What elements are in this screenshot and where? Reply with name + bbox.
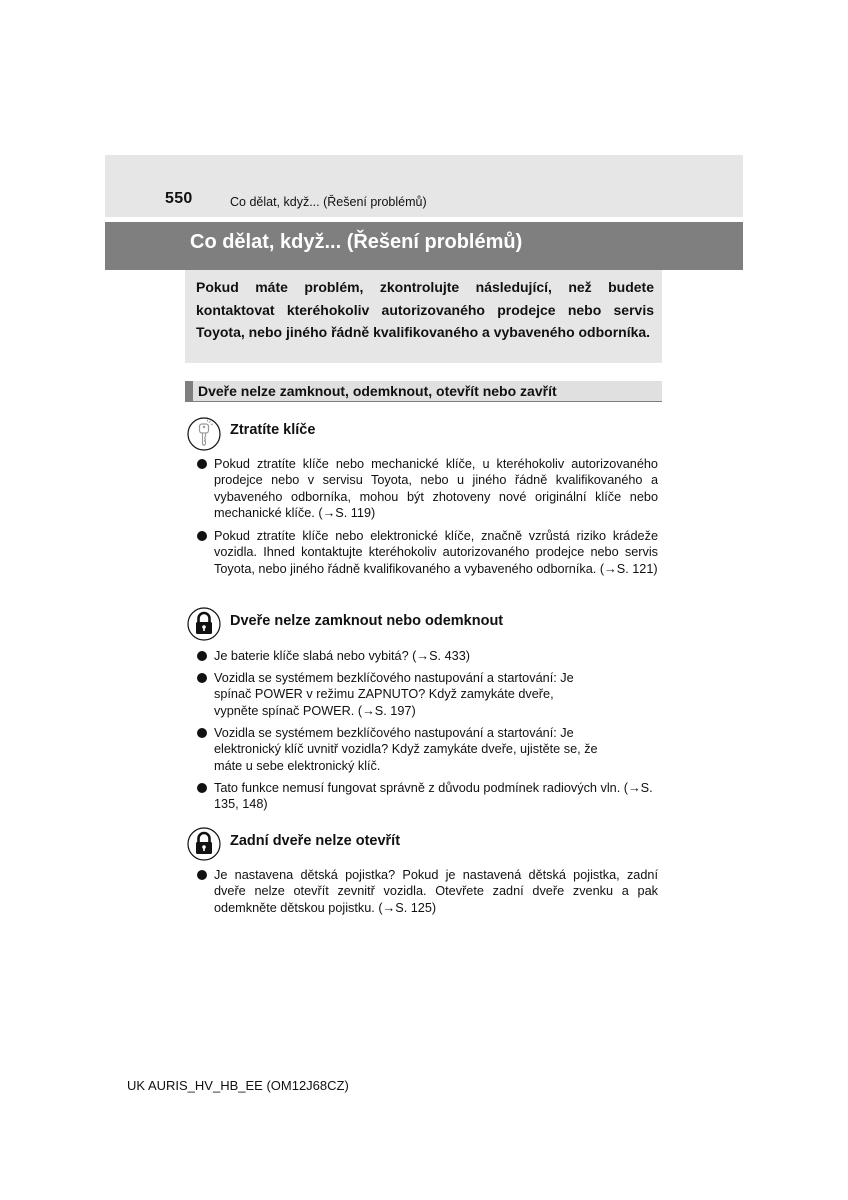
section-title: Dveře nelze zamknout, odemknout, otevřít nebo zavřít [198,383,557,399]
padlock-icon [187,827,221,861]
list-item-text: Tato funkce nemusí fungovat správně z důvodu podmínek radiových vln. (→S. 135, 148) [214,781,653,812]
bullet [197,531,207,541]
page-title: Co dělat, když... (Řešení problémů) [190,231,523,253]
key-icon [187,417,221,451]
list-item-text: Pokud ztratíte klíče nebo mechanické klíče, u kteréhokoliv autorizovaného prodejce nebo v servisu Toyota, nebo u jiného řádně kvalifikovaného a vybaveného odborníka, mohou být zhotoveny nové originální klíče nebo mechanické klíče. (→S. 119) [214,457,658,520]
bullet [197,728,207,738]
list-item-text: Vozidla se systémem bezklíčového nastupování a startování: Je elektronický klíč uvnitř vozidla? Když zamykáte dveře, ujistěte se, že máte u sebe elektronický klíč. [214,726,598,773]
list-item-text: Vozidla se systémem bezklíčového nastupování a startování: Je spínač POWER v režimu ZAPNUTO? Když zamykáte dveře, vypněte spínač POWER. (→S. 197) [214,671,574,718]
footer-code: UK AURIS_HV_HB_EE (OM12J68CZ) [127,1078,349,1093]
running-title: Co dělat, když... (Řešení problémů) [230,195,427,209]
subsection-heading: Zadní dveře nelze otevřít [230,833,401,849]
subsection-heading: Ztratíte klíče [230,422,316,438]
subsection-heading: Dveře nelze zamknout nebo odemknout [230,613,504,629]
list-item-text: Je nastavena dětská pojistka? Pokud je nastavená dětská pojistka, zadní dveře nelze otevřít zevnitř vozidla. Otevřete zadní dveře zvenku a pak odemkněte dětskou pojistku. (→S. 125) [214,868,658,915]
page-number: 550 [165,190,193,207]
padlock-icon [187,607,221,641]
list-item-text: Pokud ztratíte klíče nebo elektronické klíče, značně vzrůstá riziko krádeže vozidla. Ihned kontaktujte kteréhokoliv autorizovaného prodejce nebo servis Toyota, nebo jiného řádně kvalifikovaného a vybaveného odborníka. (→S. 121) [214,529,658,576]
bullet [197,870,207,880]
intro-text: Pokud máte problém, zkontrolujte následující, než budete kontaktovat kteréhokoliv autorizovaného prodejce nebo servis Toyota, nebo jiného řádně kvalifikovaného a vybaveného odborníka. [196,279,654,340]
bullet [197,651,207,661]
list-item-text: Je baterie klíče slabá nebo vybitá? (→S. 433) [214,649,471,663]
bullet [197,459,207,469]
bullet [197,783,207,793]
bullet [197,673,207,683]
